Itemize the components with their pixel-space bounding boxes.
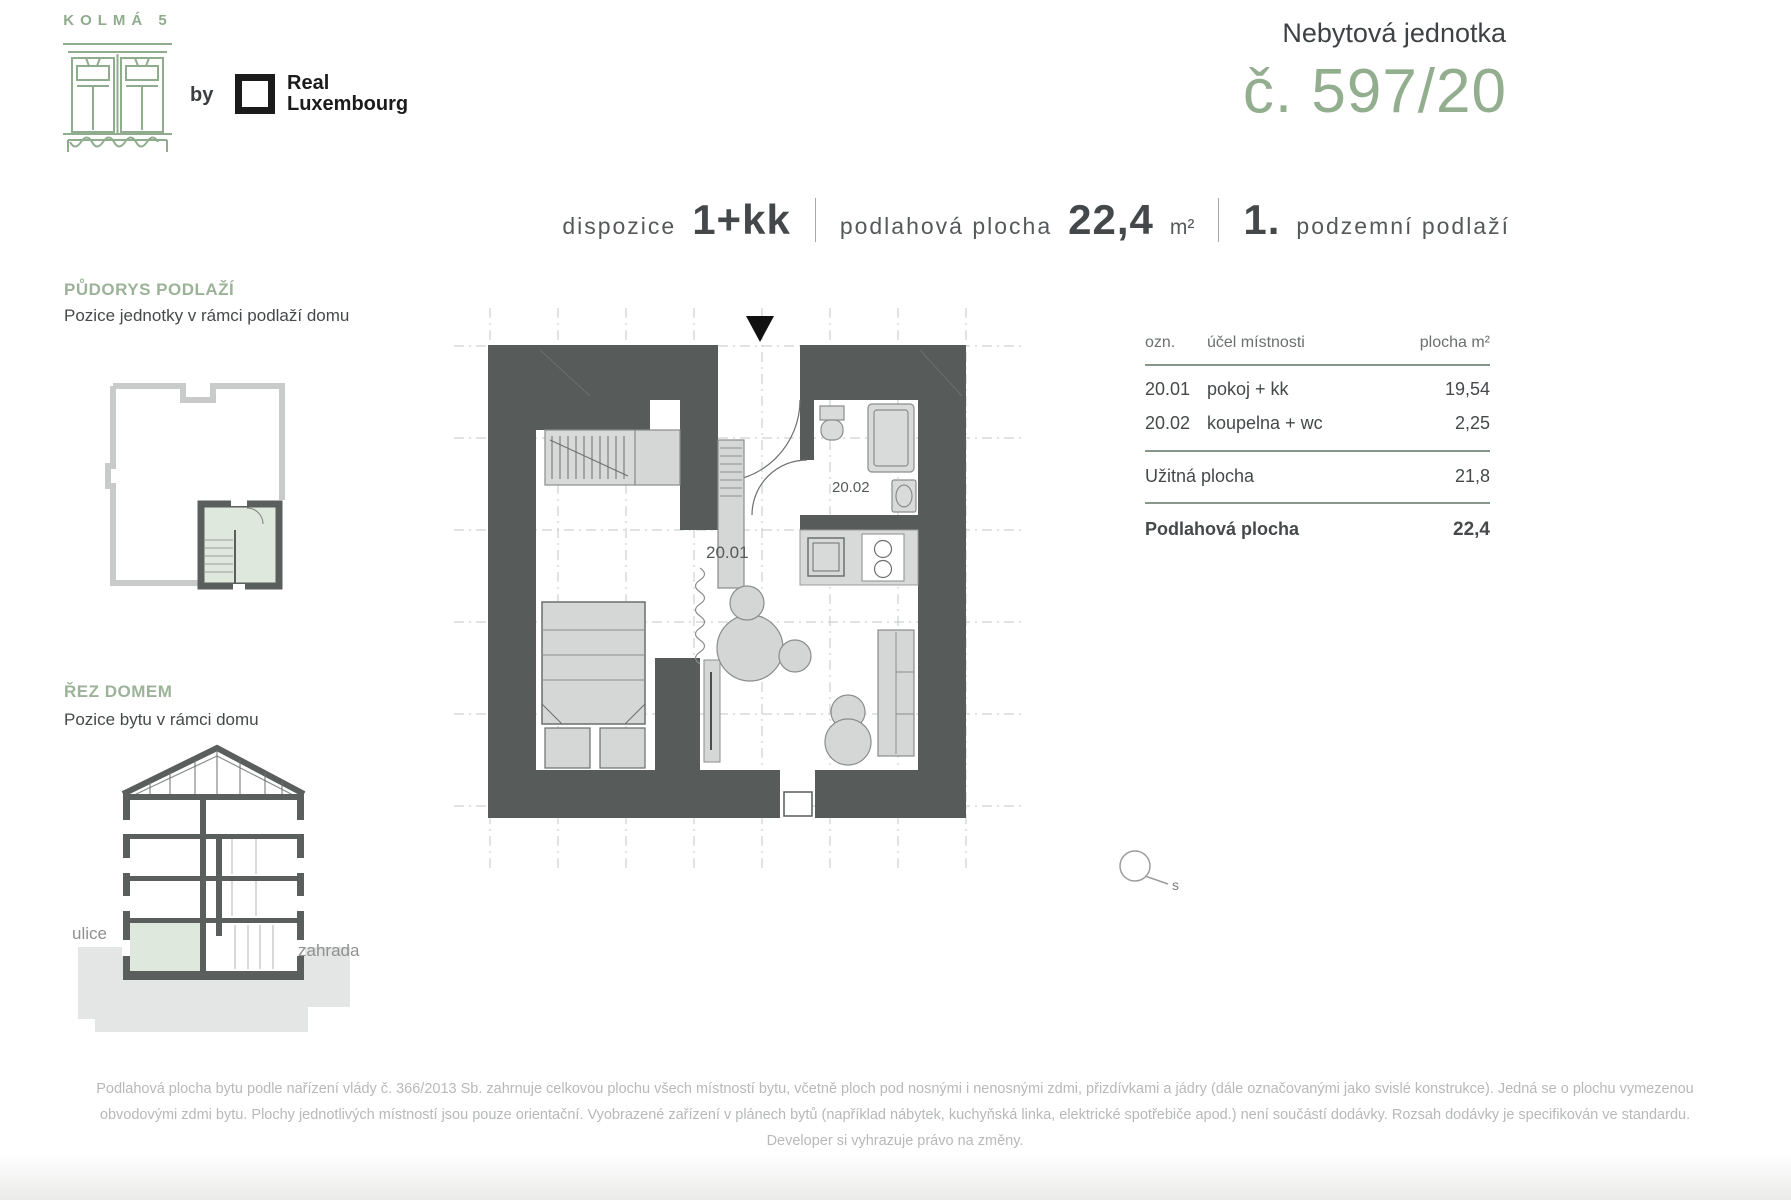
kolma5-logo-title: KOLMÁ 5 bbox=[63, 12, 173, 29]
row-name: koupelna + wc bbox=[1207, 413, 1323, 433]
real-luxembourg-name bbox=[287, 73, 408, 115]
unit-type-label: Nebytová jednotka bbox=[1282, 18, 1506, 48]
usable-area-row bbox=[1145, 452, 1490, 504]
unit-number: č. 597/20 bbox=[1242, 57, 1507, 126]
room-table-body bbox=[1145, 366, 1490, 452]
pudorys-section-title: PŮDORYS PODLAŽÍ bbox=[64, 280, 235, 299]
specs-bar bbox=[480, 196, 1510, 244]
rez-section-subtitle: Pozice bytu v rámci domu bbox=[64, 710, 259, 729]
bottom-edge-shading bbox=[0, 1154, 1791, 1200]
room-table-header bbox=[1145, 334, 1490, 366]
spec-divider bbox=[815, 198, 816, 242]
area-value: 22,4 bbox=[1068, 196, 1154, 243]
row-area: 2,25 bbox=[1454, 413, 1490, 433]
pudorys-section-subtitle: Pozice jednotky v rámci podlaží domu bbox=[64, 306, 350, 325]
col-ozn: ozn. bbox=[1145, 334, 1176, 351]
north-compass-icon bbox=[1115, 845, 1190, 895]
col-ucel: účel místnosti bbox=[1207, 334, 1305, 351]
floor-value: 1. bbox=[1243, 196, 1281, 243]
by-label: by bbox=[190, 84, 214, 106]
unit-highlight-section bbox=[130, 923, 200, 971]
floor-position-miniplan bbox=[105, 378, 290, 596]
room2-label: 20.02 bbox=[832, 479, 870, 496]
usable-area-value: 21,8 bbox=[1454, 466, 1490, 486]
rez-section-title: ŘEZ DOMEM bbox=[64, 682, 173, 701]
row-name: pokoj + kk bbox=[1207, 379, 1289, 399]
usable-area-label: Užitná plocha bbox=[1145, 466, 1255, 486]
kolma5-building-icon bbox=[60, 30, 175, 165]
real-luxembourg-logo-icon bbox=[235, 74, 275, 114]
area-label: podlahová plocha bbox=[839, 213, 1053, 239]
dispozice-label: dispozice bbox=[562, 213, 677, 239]
street-label: ulice bbox=[72, 924, 107, 943]
row-area: 19,54 bbox=[1444, 379, 1490, 399]
room1-label: 20.01 bbox=[706, 543, 749, 562]
col-plocha: plocha m² bbox=[1419, 334, 1490, 351]
compass-label: s bbox=[1172, 877, 1179, 893]
total-area-value: 22,4 bbox=[1453, 519, 1490, 540]
house-cross-section bbox=[60, 742, 360, 1037]
room-table bbox=[1145, 334, 1490, 541]
main-floor-plan bbox=[450, 300, 1030, 875]
table-row bbox=[1145, 400, 1490, 434]
dispozice-value: 1+kk bbox=[692, 196, 791, 243]
floor-label: podzemní podlaží bbox=[1296, 213, 1510, 239]
area-unit: m² bbox=[1169, 216, 1195, 239]
spec-divider bbox=[1218, 198, 1219, 242]
partner-line2: Luxembourg bbox=[287, 93, 409, 115]
partner-line1: Real bbox=[287, 72, 330, 94]
row-code: 20.01 bbox=[1145, 379, 1191, 399]
total-area-row bbox=[1145, 504, 1490, 541]
legal-disclaimer: Podlahová plocha bytu podle nařízení vlády č. 366/2013 Sb. zahrnuje celkovou plochu všech místností bytu, včetně ploch pod nosnými i nenosnými zdmi, přizdívkami a jádry (dále označovanými jako svislé konstrukce). Jedná se o plochu vymezenou obvodovými zdmi bytu. Plochy jednotlivých místností jsou pouze orientační. Vyobrazené zařízení v plánech bytů (například nábytek, kuchyňská linka, elektrické spotřebiče apod.) není součástí dodávky. Rozsah dodávky je specifikován ve standardu. Developer si vyhrazuje právo na změny. bbox=[96, 1081, 1694, 1149]
entrance-arrow-icon bbox=[746, 316, 774, 342]
table-row bbox=[1145, 366, 1490, 400]
row-code: 20.02 bbox=[1145, 413, 1191, 433]
unit-highlight-mini bbox=[201, 504, 279, 586]
garden-label: zahrada bbox=[298, 941, 360, 960]
total-area-label: Podlahová plocha bbox=[1145, 519, 1300, 539]
